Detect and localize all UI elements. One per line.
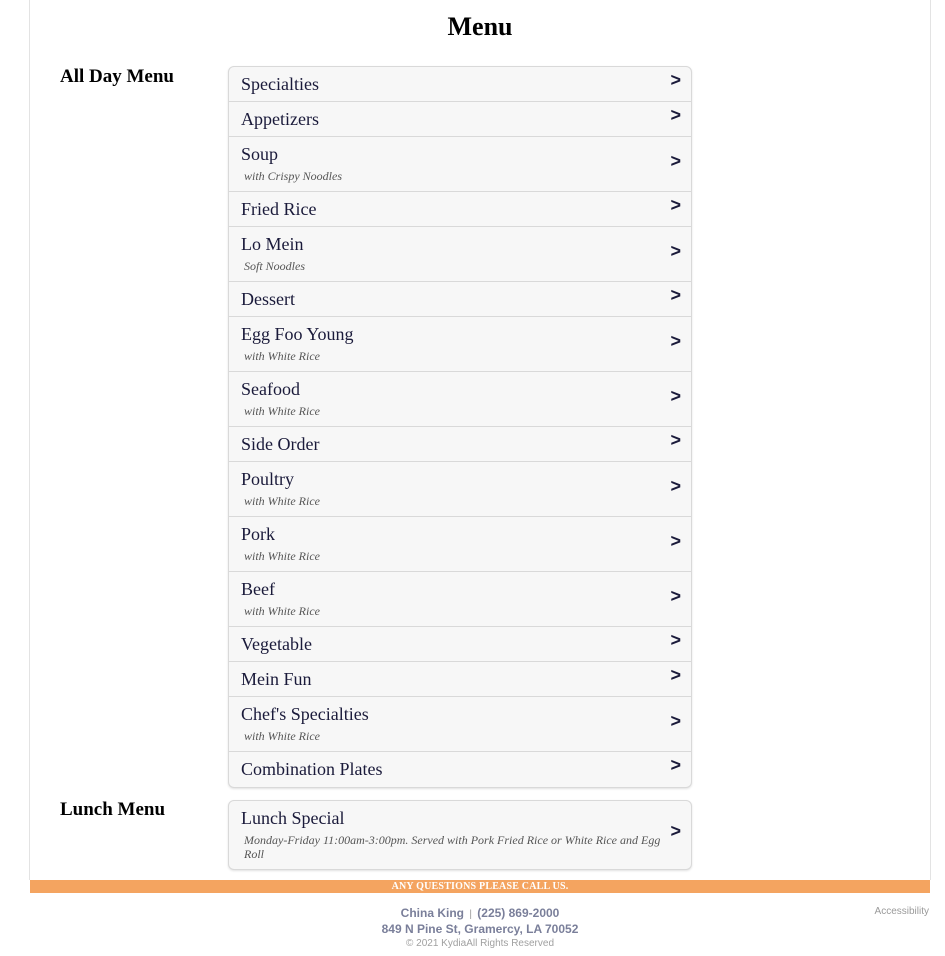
category-name: Dessert	[241, 289, 295, 309]
footer-separator: |	[469, 909, 472, 920]
category-name: Combination Plates	[241, 759, 383, 779]
copyright-text: © 2021	[405, 938, 439, 949]
footer-contact	[30, 906, 930, 949]
menu-page	[29, 0, 931, 880]
menu-category-seafood[interactable]	[229, 372, 691, 427]
category-name: Lo Mein	[241, 234, 304, 254]
category-name: Mein Fun	[241, 669, 312, 689]
all-day-menu-heading: All Day Menu	[60, 66, 174, 87]
category-name: Chef's Specialties	[241, 704, 369, 724]
rights-text: All Rights Reserved	[466, 938, 554, 949]
chevron-right-icon: >	[670, 386, 681, 406]
menu-category-lo-mein[interactable]	[229, 227, 691, 282]
chevron-right-icon: >	[670, 151, 681, 171]
menu-category-appetizers[interactable]	[229, 102, 691, 137]
business-name: China King	[400, 906, 464, 920]
chevron-right-icon: >	[670, 630, 681, 650]
category-name: Specialties	[241, 74, 319, 94]
menu-category-soup[interactable]	[229, 137, 691, 192]
menu-category-specialties[interactable]	[229, 67, 691, 102]
category-description: Monday-Friday 11:00am-3:00pm. Served with Pork Fried Rice or White Rice and Egg Roll	[244, 833, 661, 861]
chevron-right-icon: >	[670, 531, 681, 551]
chevron-right-icon: >	[670, 195, 681, 215]
menu-category-fried-rice[interactable]	[229, 192, 691, 227]
menu-category-pork[interactable]	[229, 517, 691, 572]
category-description: with Crispy Noodles	[244, 169, 343, 183]
chevron-right-icon: >	[670, 105, 681, 125]
chevron-right-icon: >	[670, 430, 681, 450]
menu-category-beef[interactable]	[229, 572, 691, 627]
all-day-menu-list	[228, 66, 692, 788]
kydia-link[interactable]: Kydia	[441, 938, 467, 949]
category-description: Soft Noodles	[244, 259, 306, 273]
chevron-right-icon: >	[670, 476, 681, 496]
category-name: Soup	[241, 144, 279, 164]
chevron-right-icon: >	[670, 665, 681, 685]
call-us-banner: ANY QUESTIONS PLEASE CALL US.	[30, 880, 930, 893]
category-name: Side Order	[241, 434, 320, 454]
lunch-menu-list	[228, 800, 692, 870]
category-name: Lunch Special	[241, 808, 345, 828]
category-name: Appetizers	[241, 109, 319, 129]
business-address: 849 N Pine St, Gramercy, LA 70052	[381, 922, 579, 936]
category-name: Vegetable	[241, 634, 312, 654]
chevron-right-icon: >	[670, 70, 681, 90]
menu-category-egg-foo-young[interactable]	[229, 317, 691, 372]
phone-link[interactable]: (225) 869-2000	[477, 906, 560, 920]
category-name: Fried Rice	[241, 199, 317, 219]
chevron-right-icon: >	[670, 285, 681, 305]
chevron-right-icon: >	[670, 241, 681, 261]
category-name: Egg Foo Young	[241, 324, 354, 344]
menu-category-dessert[interactable]	[229, 282, 691, 317]
footer-name-phone	[30, 906, 930, 922]
menu-category-vegetable[interactable]	[229, 627, 691, 662]
chevron-right-icon: >	[670, 755, 681, 775]
menu-category-mein-fun[interactable]	[229, 662, 691, 697]
category-name: Seafood	[241, 379, 300, 399]
menu-category-combination-plates[interactable]	[229, 752, 691, 787]
footer-copyright	[30, 938, 930, 949]
category-description: with White Rice	[244, 549, 320, 563]
menu-category-poultry[interactable]	[229, 462, 691, 517]
menu-category-lunch-special[interactable]	[229, 801, 691, 869]
chevron-right-icon: >	[670, 711, 681, 731]
category-description: with White Rice	[244, 494, 320, 508]
category-name: Poultry	[241, 469, 295, 489]
category-name: Pork	[241, 524, 276, 544]
menu-category-chefs-specialties[interactable]	[229, 697, 691, 752]
page-title: Menu	[447, 12, 513, 41]
chevron-right-icon: >	[670, 821, 681, 841]
lunch-menu-heading: Lunch Menu	[60, 799, 166, 820]
chevron-right-icon: >	[670, 586, 681, 606]
chevron-right-icon: >	[670, 331, 681, 351]
category-description: with White Rice	[244, 404, 320, 418]
category-name: Beef	[241, 579, 275, 599]
accessibility-link[interactable]: Accessibility	[874, 906, 929, 917]
category-description: with White Rice	[244, 729, 320, 743]
menu-category-side-order[interactable]	[229, 427, 691, 462]
category-description: with White Rice	[244, 604, 320, 618]
category-description: with White Rice	[244, 349, 320, 363]
